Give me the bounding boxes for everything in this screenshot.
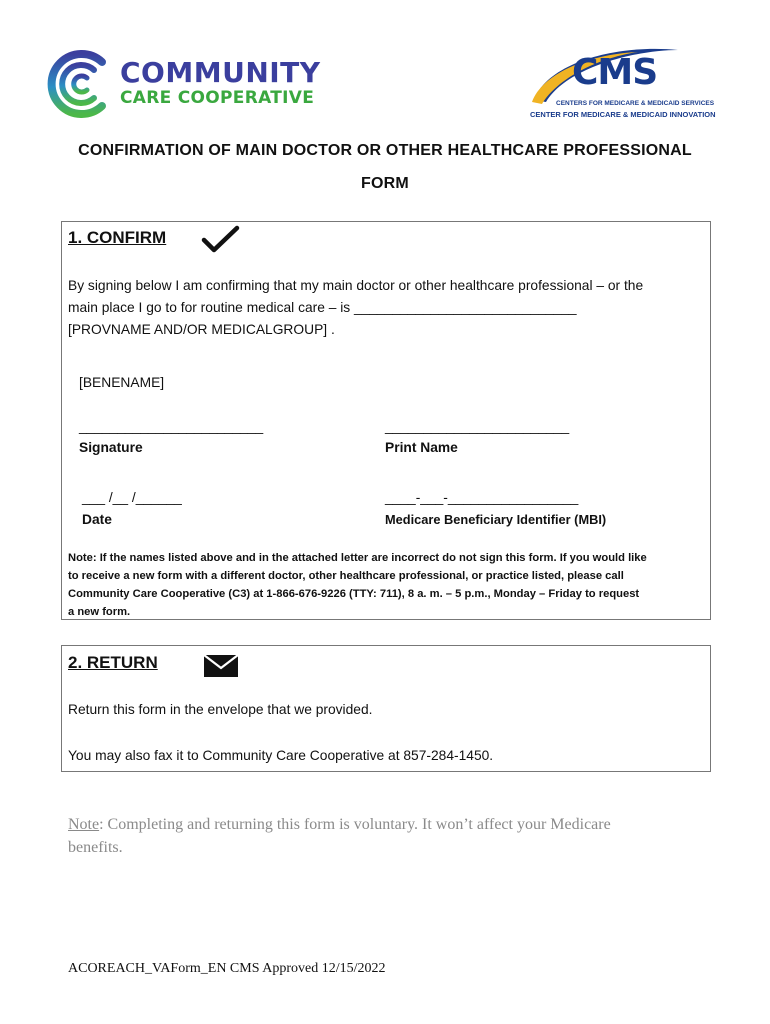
cms-subtitle-1: CENTERS FOR MEDICARE & MEDICAID SERVICES <box>556 100 715 107</box>
form-title-line2: FORM <box>361 175 409 192</box>
return-line1: Return this form in the envelope that we provided. <box>68 702 373 717</box>
beneficiary-name: [BENENAME] <box>79 375 165 390</box>
return-heading: 2. RETURN <box>68 653 158 672</box>
cms-mark-text: CMS <box>572 52 658 93</box>
checkmark-icon <box>200 224 240 259</box>
signature-label: Signature <box>79 440 143 455</box>
mbi-label: Medicare Beneficiary Identifier (MBI) <box>385 512 607 527</box>
envelope-icon <box>203 654 239 683</box>
confirm-paragraph-line2: main place I go to for routine medical care – is _____________________________ <box>68 300 577 315</box>
confirm-heading: 1. CONFIRM <box>68 228 167 247</box>
logo-community-text: COMMUNITY <box>120 56 321 89</box>
confirm-note-line4: a new form. <box>68 606 131 618</box>
voluntary-note-label: Note <box>68 816 100 833</box>
confirm-note-line1: Note: If the names listed above and in the attached letter are incorrect do not sign this form. If you would like <box>68 552 647 564</box>
form-footer-id: ACOREACH_VAForm_EN CMS Approved 12/15/2022 <box>68 961 386 976</box>
print-name-field[interactable]: ________________________ <box>385 419 570 434</box>
return-line2: You may also fax it to Community Care Cooperative at 857-284-1450. <box>68 748 494 763</box>
community-care-logo-mark-icon <box>44 48 114 120</box>
date-label: Date <box>82 512 112 527</box>
voluntary-note-line2: benefits. <box>68 839 123 856</box>
signature-field[interactable]: ________________________ <box>79 419 264 434</box>
form-title-line1: CONFIRMATION OF MAIN DOCTOR OR OTHER HEALTHCARE PROFESSIONAL <box>78 142 692 159</box>
mbi-field[interactable]: ____-___-_________________ <box>385 490 579 505</box>
confirm-paragraph-line3: [PROVNAME AND/OR MEDICALGROUP] . <box>68 322 335 337</box>
logo-care-cooperative-text: CARE COOPERATIVE <box>120 88 315 108</box>
confirm-note-line2: to receive a new form with a different doctor, other healthcare professional, or practice listed, please call <box>68 570 624 582</box>
print-name-label: Print Name <box>385 440 458 455</box>
confirm-note-line3: Community Care Cooperative (C3) at 1-866-676-9226 (TTY: 711), 8 a. m. – 5 p.m., Monday – Friday to request <box>68 588 640 600</box>
voluntary-note-line1 <box>68 816 611 834</box>
date-field[interactable]: ___ /__ /______ <box>82 490 182 505</box>
voluntary-note-text: : Completing and returning this form is voluntary. It won’t affect your Medicare <box>99 816 611 833</box>
cms-subtitle-2: CENTER FOR MEDICARE & MEDICAID INNOVATION <box>530 110 716 119</box>
confirm-paragraph-line1: By signing below I am confirming that my main doctor or other healthcare professional – or the <box>68 278 644 293</box>
